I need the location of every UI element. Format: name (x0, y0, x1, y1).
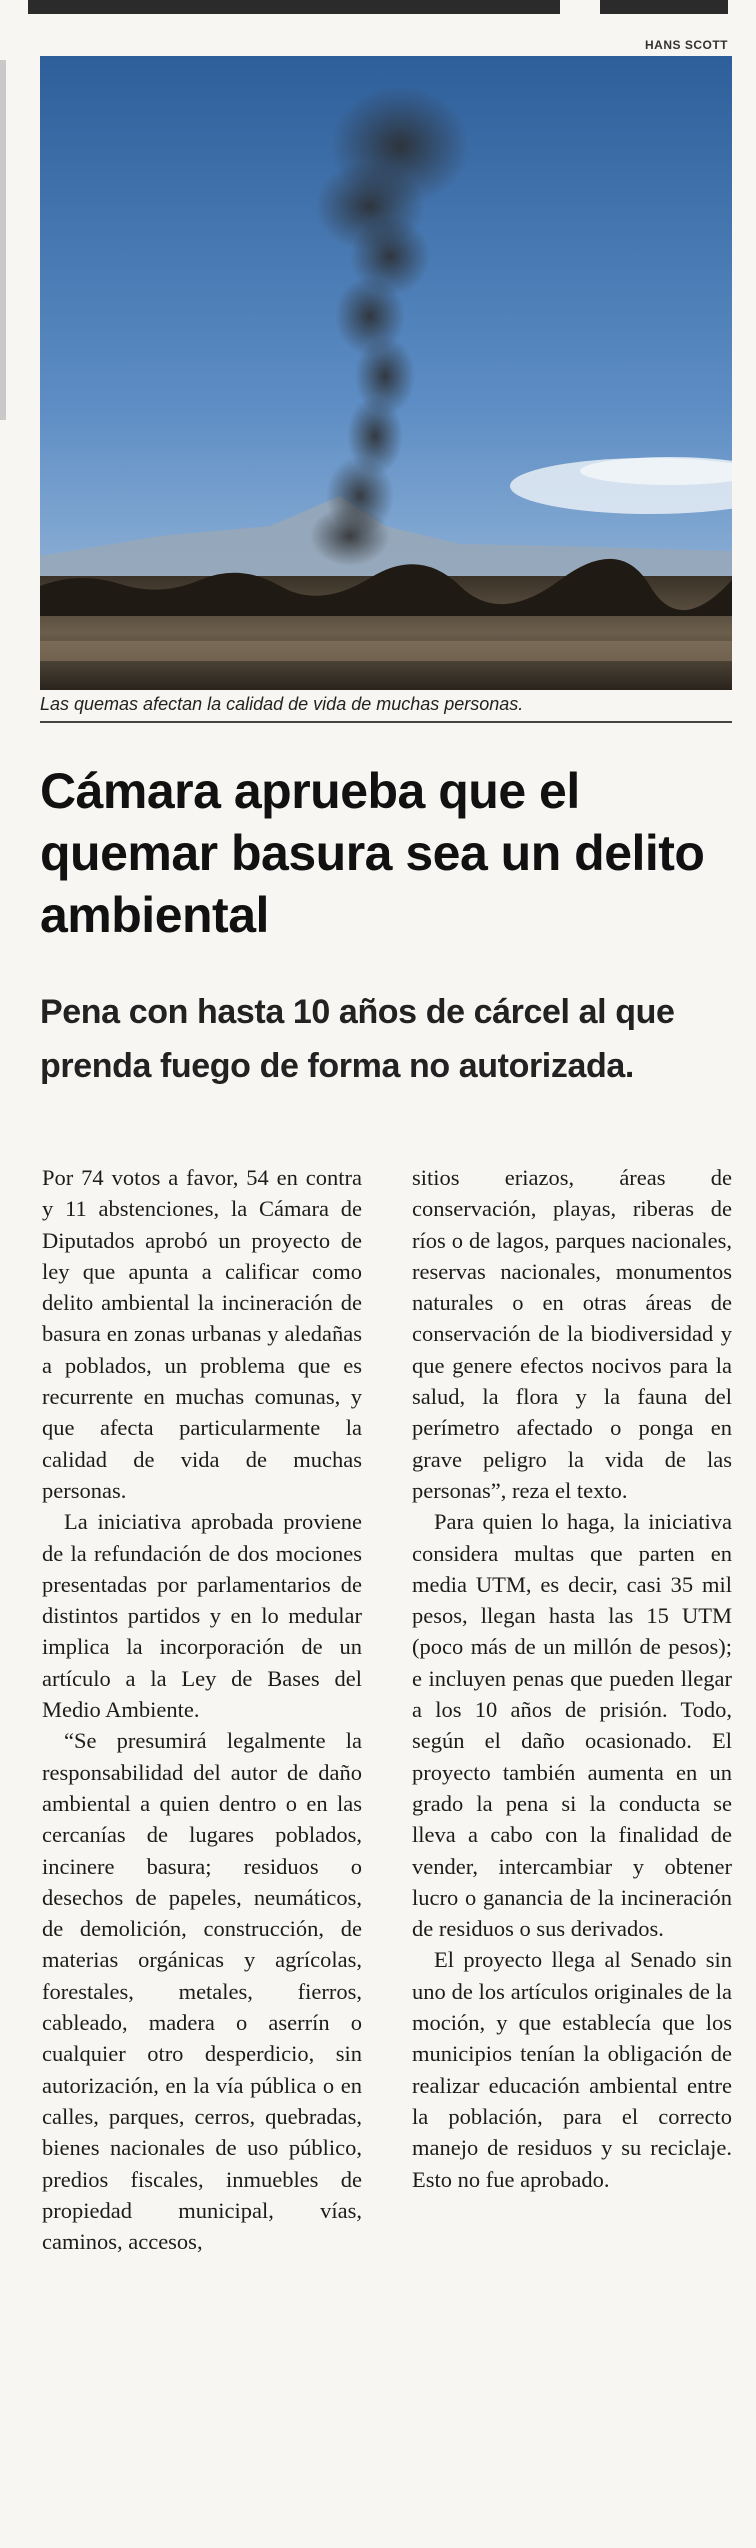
paragraph: Por 74 votos a favor, 54 en contra y 11 abstenciones, la Cámara de Diputados aprobó un proyecto de ley que apunta a calificar como delito ambiental la incineración de basura en zonas urbanas y aledañas a poblados, un problema que es recurrente en muchas comunas, y que afecta particularmente la calidad de vida de muchas personas. (42, 1165, 362, 1503)
photo-caption: Las quemas afectan la calidad de vida de muchas personas. (40, 694, 732, 723)
masthead-strip (28, 0, 728, 14)
paragraph: El proyecto llega al Senado sin uno de los artículos originales de la moción, y que establecía que los municipios tenían la obligación de realizar educación ambiental entre la población, para el correcto manejo de residuos y su reciclaje. Esto no fue aprobado. (412, 1947, 732, 2192)
article-photo (40, 56, 732, 690)
paragraph: La iniciativa aprobada proviene de la refundación de dos mociones presentadas por parlamentarios de distintos partidos y en lo medular implica la incorporación de un artículo a la Ley de Bases del Medio Ambiente. (42, 1509, 362, 1723)
smoke-landscape-image (40, 56, 732, 690)
article-column-right (412, 1162, 732, 2195)
paragraph: sitios eriazos, áreas de conservación, playas, riberas de ríos o de lagos, parques nacionales, reservas nacionales, monumentos naturales o en otras áreas de conservación de la biodiversidad y que genere efectos nocivos para la salud, la flora y la fauna del perímetro afectado o ponga en grave peligro la vida de las personas”, reza el texto. (412, 1165, 732, 1503)
paragraph: Para quien lo haga, la iniciativa considera multas que parten en media UTM, es decir, casi 35 mil pesos, llegan hasta las 15 UTM (poco más de un millón de pesos); e incluyen penas que pueden llegar a los 10 años de prisión. Todo, según el daño ocasionado. El proyecto también aumenta en un grado la pena si la conducta se lleva a cabo con la finalidad de vender, intercambiar y obtener lucro o ganancia de la incineración de residuos o sus derivados. (412, 1509, 732, 1942)
photo-credit: HANS SCOTT (645, 38, 728, 52)
article-headline: Cámara aprueba que el quemar basura sea un delito ambiental (40, 763, 705, 943)
page-edge-shadow (0, 60, 6, 420)
article-column-left (42, 1162, 362, 2257)
article-subhead: Pena con hasta 10 años de cárcel al que prenda fuego de forma no autorizada. (40, 993, 675, 1085)
masthead-strip-gap (560, 0, 600, 14)
paragraph: “Se presumirá legalmente la responsabilidad del autor de daño ambiental a quien dentro o en las cercanías de lugares poblados, incinere basura; residuos o desechos de papeles, neumáticos, de demolición, construcción, de materias orgánicas y agrícolas, forestales, metales, fierros, cableado, madera o aserrín o cualquier otro desperdicio, sin autorización, en la vía pública o en calles, parques, cerros, quebradas, bienes nacionales de uso público, predios fiscales, inmuebles de propiedad municipal, vías, caminos, accesos, (42, 1728, 362, 2255)
